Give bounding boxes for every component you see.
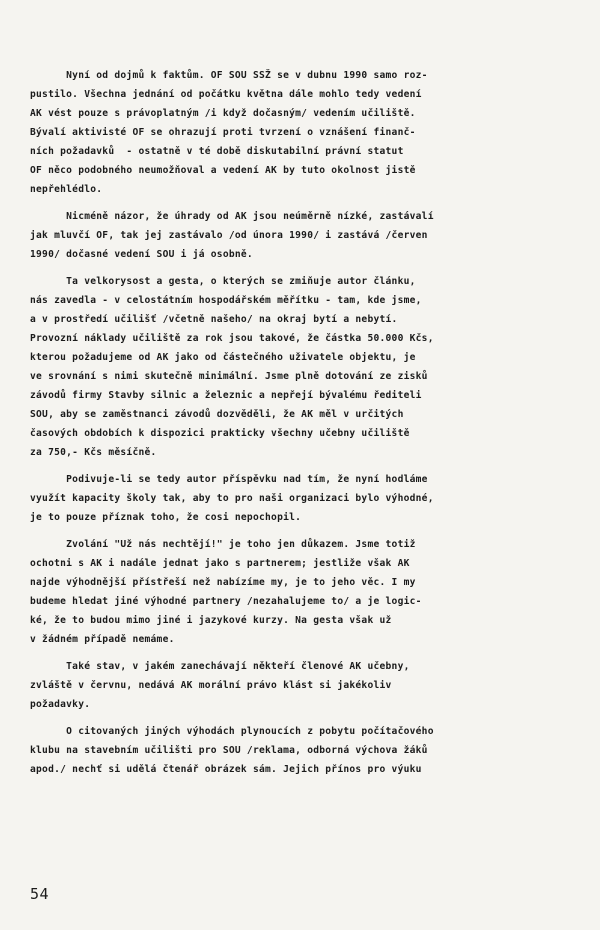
text-line: Bývalí aktivisté OF se ohrazují proti tvrzení o vznášení finanč- xyxy=(30,127,416,138)
paragraph xyxy=(30,657,592,714)
paragraph xyxy=(30,272,592,462)
text-line: nás zavedla - v celostátním hospodářském měřítku - tam, kde jsme, xyxy=(30,295,422,306)
text-line: využít kapacity školy tak, aby to pro naši organizaci bylo výhodné, xyxy=(30,493,434,504)
text-line: jak mluvčí OF, tak jej zastávalo /od února 1990/ i zastává /červen xyxy=(30,230,428,241)
text-line: SOU, aby se zaměstnanci závodů dozvěděli, že AK měl v určitých xyxy=(30,409,404,420)
text-line: ních požadavků - ostatně v té době diskutabilní právní statut xyxy=(30,146,404,157)
text-line: ochotni s AK i nadále jednat jako s partnerem; jestliže však AK xyxy=(30,558,410,569)
text-line: a v prostředí učilišť /včetně našeho/ na okraj bytí a nebytí. xyxy=(30,314,398,325)
text-line: apod./ nechť si udělá čtenář obrázek sám. Jejich přínos pro výuku xyxy=(30,764,422,775)
text-line: ve srovnání s nimi skutečně minimální. Jsme plně dotování ze zisků xyxy=(30,371,428,382)
text-line: pustilo. Všechna jednání od počátku května dále mohlo tedy vedení xyxy=(30,89,422,100)
page-number: 54 xyxy=(30,885,50,903)
paragraph xyxy=(30,722,592,779)
text-line: závodů firmy Stavby silnic a železnic a nepřejí bývalému řediteli xyxy=(30,390,422,401)
paragraph xyxy=(30,535,592,649)
text-line: nepřehlédlo. xyxy=(30,184,103,195)
text-line: kterou požadujeme od AK jako od částečného uživatele objektu, je xyxy=(30,352,416,363)
text-line: O citovaných jiných výhodách plynoucích z pobytu počítačového xyxy=(30,726,434,737)
text-line: Zvolání "Už nás nechtějí!" je toho jen důkazem. Jsme totiž xyxy=(30,539,416,550)
text-line: Provozní náklady učiliště za rok jsou takové, že částka 50.000 Kčs, xyxy=(30,333,434,344)
text-line: požadavky. xyxy=(30,699,91,710)
document-body xyxy=(30,66,592,787)
text-line: v žádném případě nemáme. xyxy=(30,634,175,645)
text-line: Ta velkorysost a gesta, o kterých se zmiňuje autor článku, xyxy=(30,276,416,287)
text-line: 1990/ dočasné vedení SOU i já osobně. xyxy=(30,249,253,260)
text-line: časových obdobích k dispozici prakticky všechny učebny učiliště xyxy=(30,428,410,439)
paragraph xyxy=(30,66,592,199)
text-line: Také stav, v jakém zanechávají někteří členové AK učebny, xyxy=(30,661,410,672)
text-line: najde výhodnější přístřeší než nabízíme my, je to jeho věc. I my xyxy=(30,577,416,588)
text-line: ké, že to budou mimo jiné i jazykové kurzy. Na gesta však už xyxy=(30,615,392,626)
text-line: Nyní od dojmů k faktům. OF SOU SSŽ se v dubnu 1990 samo roz- xyxy=(30,70,428,81)
paragraph xyxy=(30,470,592,527)
text-line: klubu na stavebním učilišti pro SOU /reklama, odborná výchova žáků xyxy=(30,745,428,756)
text-line: OF něco podobného neumožňoval a vedení AK by tuto okolnost jistě xyxy=(30,165,416,176)
text-line: AK vést pouze s právoplatným /i když dočasným/ vedením učiliště. xyxy=(30,108,416,119)
text-line: Podivuje-li se tedy autor příspěvku nad tím, že nyní hodláme xyxy=(30,474,428,485)
paragraph xyxy=(30,207,592,264)
text-line: zvláště v červnu, nedává AK morální právo klást si jakékoliv xyxy=(30,680,392,691)
text-line: Nicméně názor, že úhrady od AK jsou neúměrně nízké, zastávalí xyxy=(30,211,434,222)
text-line: budeme hledat jiné výhodné partnery /nezahalujeme to/ a je logic- xyxy=(30,596,422,607)
text-line: za 750,- Kčs měsíčně. xyxy=(30,447,157,458)
text-line: je to pouze příznak toho, že cosi nepochopil. xyxy=(30,512,302,523)
